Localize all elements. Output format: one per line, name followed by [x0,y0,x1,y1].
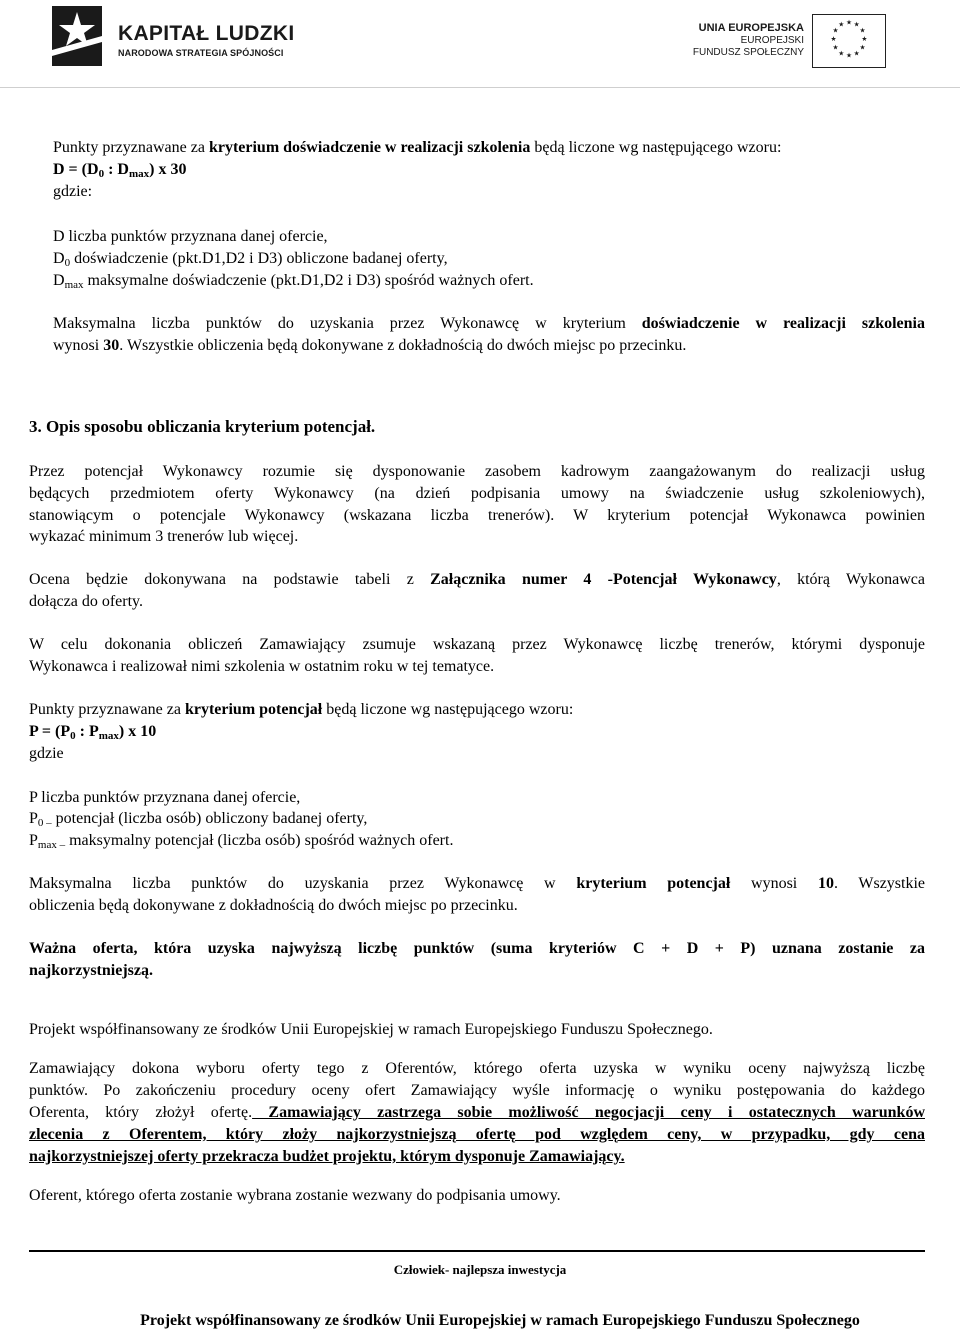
svg-text:★: ★ [838,49,845,58]
choose-line5: najkorzystniejszej oferty przekracza budżet projektu, którym dysponuje Zamawiający. [29,1148,625,1165]
kl-title: KAPITAŁ LUDZKI [118,22,295,45]
winner-line1: Ważna oferta, która uzyska najwyższą liczbę punktów (suma kryteriów C + D + P) uznana zostanie za [29,940,925,957]
eu-logo [692,14,886,70]
p-gdzie: gdzie [29,745,64,762]
choose-line1: Zamawiający dokona wyboru oferty tego z Oferentów, którego oferta uzyska w wyniku oceny najwyższą liczbę [29,1060,925,1077]
d-def-1: D liczba punktów przyznana danej ofercie, [53,228,328,245]
header-divider [0,87,960,88]
svg-text:★: ★ [832,26,839,35]
eu-text [693,22,804,59]
d-gdzie: gdzie: [53,183,93,200]
p1-line1: Przez potencjał Wykonawcy rozumie się dysponowanie zasobem kadrowym zaangażowanym do realizacji usług [29,463,925,480]
svg-text:★: ★ [832,43,839,52]
svg-text:★: ★ [861,35,868,43]
p-intro: Punkty przyznawane za kryterium potencjał będą liczone wg następującego wzoru: [29,701,574,718]
svg-text:★: ★ [838,20,845,29]
footer-motto: Człowiek- najlepsza inwestycja [393,1262,567,1277]
sign-note: Oferent, którego oferta zostanie wybrana zostanie wezwany do podpisania umowy. [29,1187,561,1204]
choose-line4: zlecenia z Oferentem, który złoży najkorzystniejszą ofertę pod względem ceny, w przypadku, gdy cena [29,1126,925,1143]
p-def-2: $P_{0 -}$ potencjał (liczba osób) obliczony badanej oferty, [29,810,368,829]
p-def-3: $P_{max -}$ maksymalny potencjał (liczba osób) spośród ważnych ofert. [29,832,454,851]
project-note: Projekt współfinansowany ze środków Unii Europejskiej w ramach Europejskiego Funduszu Społecznego. [29,1021,713,1038]
p-formula: $P = (P_0$ : $P_{max}$) x 10 [29,723,157,742]
p2-line2: dołącza do oferty. [29,593,144,610]
footer-divider [29,1250,925,1252]
svg-text:★: ★ [845,18,853,27]
winner-line2: najkorzystniejszą. [29,962,153,979]
p2-line1: Ocena będzie dokonywana na podstawie tabeli z Załącznika numer 4 -Potencjał Wykonawcy, którą Wykonawca [29,571,926,588]
choose-line3: Oferenta, który złożył ofertę. Zamawiający zastrzega sobie możliwość negocjacji ceny i ostatecznych warunków [29,1104,925,1121]
d-max-line1: Maksymalna liczba punktów do uzyskania przez Wykonawcę w kryterium doświadczenie w realizacji szkolenia [53,315,925,332]
footer-project: Projekt współfinansowany ze środków Unii Europejskiej w ramach Europejskiego Funduszu Społecznego [140,1312,860,1329]
svg-text:★: ★ [859,26,866,35]
kl-subtitle: NARODOWA STRATEGIA SPÓJNOŚCI [118,48,284,58]
kapital-ludzki-logo [52,4,302,68]
p1-line2: będących przedmiotem oferty Wykonawcy (na dzień podpisania umowy na świadczenie usług szkoleniowych), [29,485,925,502]
eu-line2: EUROPEJSKI [740,35,804,46]
svg-text:★: ★ [853,49,860,58]
p1-line4: wykazać minimum 3 trenerów lub więcej. [29,528,299,545]
svg-text:★: ★ [859,43,866,52]
d-max-line2: wynosi 30. Wszystkie obliczenia będą dokonywane z dokładnością do dwóch miejsc po przecinku. [53,337,687,354]
choose-line2: punktów. Po zakończeniu procedury oceny ofert Zamawiający wyśle informację o wyniku postępowania do każdego [29,1082,925,1099]
p3-line1: W celu dokonania obliczeń Zamawiający zsumuje wskazaną przez Wykonawcę liczbę trenerów, którymi dysponuje [29,636,925,653]
eu-line3: FUNDUSZ SPOŁECZNY [692,47,804,58]
p-max-line1: Maksymalna liczba punktów do uzyskania przez Wykonawcę w kryterium potencjał wynosi 10. Wszystkie [29,875,926,892]
eu-line1: UNIA EUROPEJSKA [698,22,804,34]
p-max-line2: obliczenia będą dokonywane z dokładnością do dwóch miejsc po przecinku. [29,897,518,914]
p3-line2: Wykonawca i realizował nimi szkolenia w ostatnim roku w tej tematyce. [29,658,495,675]
section-3-heading: 3. Opis sposobu obliczania kryterium potencjał. [29,417,376,436]
svg-text:★: ★ [853,20,860,29]
d-def-3: $D_{max}$ maksymalne doświadczenie (pkt.D1,D2 i D3) spośród ważnych ofert. [53,272,534,291]
d-formula: $D = (D_0$ : $D_{max}$) x 30 [53,161,187,180]
kapital-ludzki-star-icon [52,6,102,66]
d-intro: Punkty przyznawane za kryterium doświadczenie w realizacji szkolenia będą liczone wg następującego wzoru: [53,139,782,156]
svg-text:★: ★ [845,51,853,60]
p-def-1: P liczba punktów przyznana danej ofercie, [29,789,301,806]
svg-text:★: ★ [830,35,837,43]
p1-line3: stanowiącym o potencjale Wykonawcy (wskazana liczba trenerów). W kryterium potencjał Wykonawca powinien [29,507,925,524]
eu-flag-icon [812,14,886,68]
d-def-2: $D_0$ doświadczenie (pkt.D1,D2 i D3) obliczone badanej oferty, [53,250,448,269]
